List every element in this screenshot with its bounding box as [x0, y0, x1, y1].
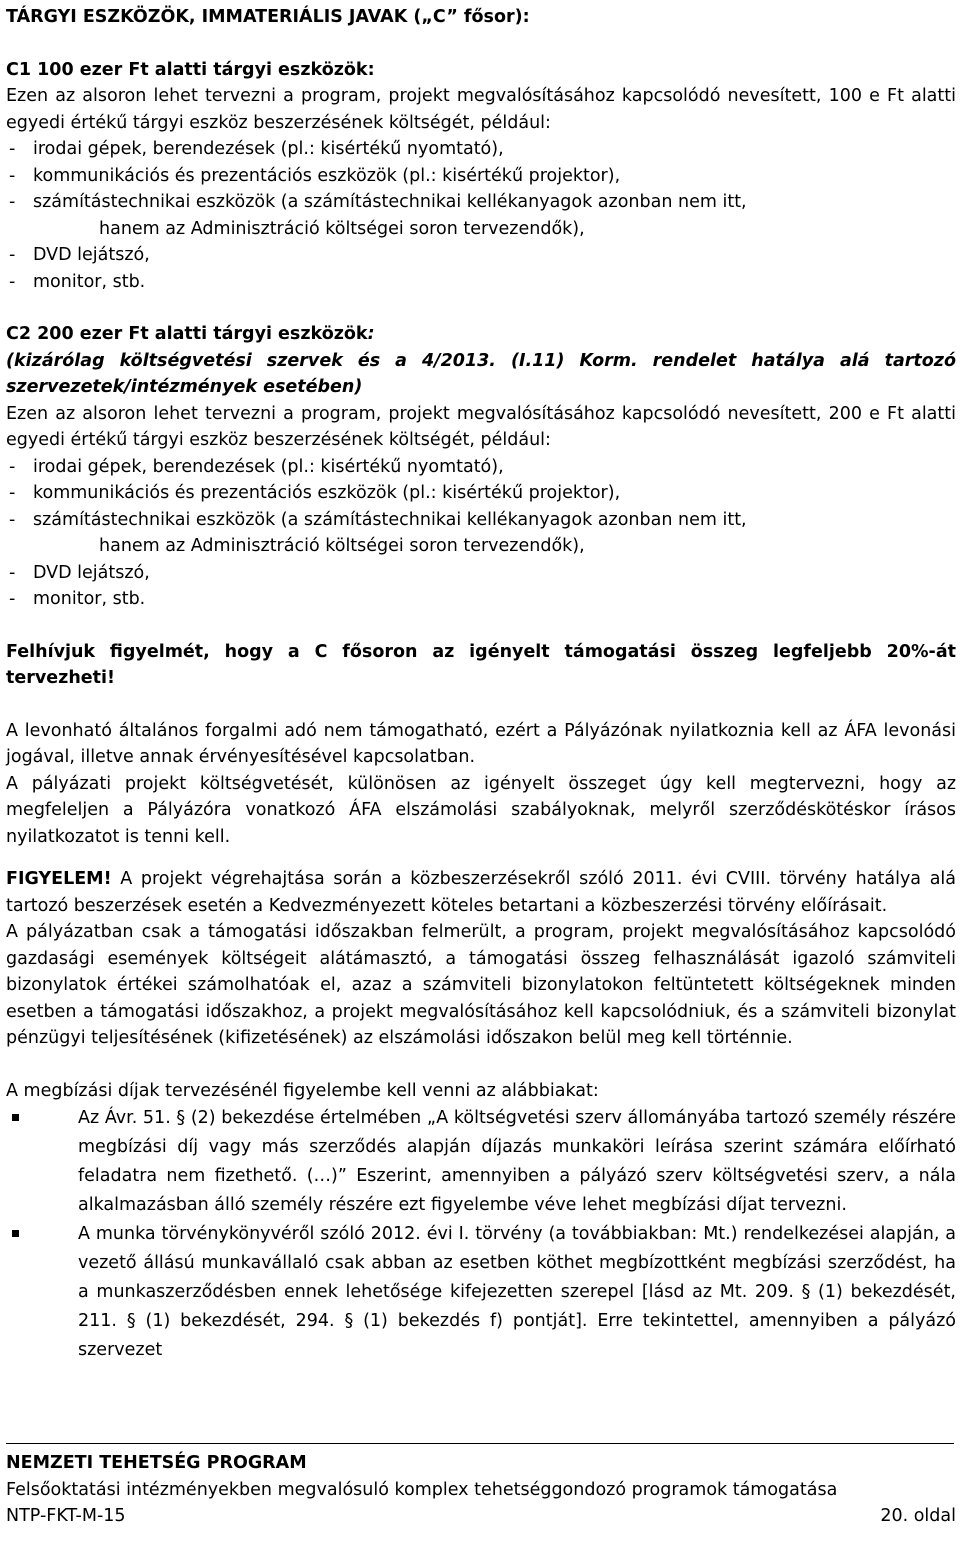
- footer-divider: [6, 1443, 954, 1444]
- dash-marker: -: [9, 456, 16, 477]
- procurement-warning: FIGYELEM! A projekt végrehajtása során a közbeszerzésekről szóló 2011. évi CVIII. törvény hatálya alá tartozó beszerzések esetén a Kedvezményezett köteles betartani a közbeszerzési törvény előírásait.: [6, 869, 956, 916]
- c2-list-item: - monitor, stb.: [6, 586, 956, 613]
- vat-paragraph: A levonható általános forgalmi adó nem támogatható, ezért a Pályázónak nyilatkoznia kell az ÁFA levonási jogával, illetve annak érvényesítésével kapcsolatban.: [6, 720, 956, 767]
- dash-marker: -: [9, 509, 16, 530]
- c1-list-item: - irodai gépek, berendezések (pl.: kisértékű nyomtató),: [6, 136, 956, 163]
- square-bullet-icon: [12, 1230, 19, 1237]
- section-heading: TÁRGYI ESZKÖZÖK, IMMATERIÁLIS JAVAK („C” fősor):: [6, 7, 530, 27]
- c2-intro: Ezen az alsoron lehet tervezni a program, projekt megvalósításához kapcsolódó nevesített, 200 e Ft alatti egyedi értékű tárgyi eszköz beszerzésének költségét, például:: [6, 403, 956, 450]
- dash-marker: -: [9, 192, 16, 212]
- document-page: [6, 4, 956, 1365]
- dash-marker: -: [9, 589, 16, 609]
- period-paragraph: A pályázatban csak a támogatási időszakban felmerült, a program, projekt megvalósításához kapcsolódó gazdasági események költségeit alátámasztó, a támogatási összeg felhasználását igazoló számviteli bizonylatok értékei számolhatóak el, azaz a számviteli bizonylatokon feltüntetett költségeknek minden esetben a támogatási időszakhoz, a projekt megvalósításához kell kapcsolódniuk, és a számviteli bizonylat pénzügyi teljesítésének (kifizetésének) az elszámolási időszakon belül meg kell történnie.: [6, 922, 956, 1048]
- page-footer: [6, 1450, 956, 1530]
- c1-list-item: - számítástechnikai eszközök (a számítástechnikai kellékanyagok azonban nem itt,: [6, 189, 956, 216]
- c1-intro: Ezen az alsoron lehet tervezni a program, projekt megvalósításához kapcsolódó nevesített, 100 e Ft alatti egyedi értékű tárgyi eszköz beszerzésének költségét, például:: [6, 86, 956, 133]
- dash-marker: -: [9, 562, 16, 583]
- dash-marker: -: [9, 245, 16, 265]
- fees-bullet: A munka törvénykönyvéről szóló 2012. évi I. törvény (a továbbiakban: Mt.) rendelkezései alapján, a vezető állású munkavállaló csak abban az esetben köthet megbízottként megbízási szerződést, ha a munkaszerződésben ennek lehetősége kifejezetten szerepel [lásd az Mt. 209. § (1) bekezdését, 211. § (1) bekezdését, 294. § (1) bekezdés f) pontját]. Erre tekintettel, amennyiben a pályázó szervezet: [6, 1220, 956, 1365]
- dash-marker: -: [9, 139, 16, 159]
- limit-notice: Felhívjuk figyelmét, hogy a C fősoron az igényelt támogatási összeg legfeljebb 20%-át tervezheti!: [6, 641, 956, 688]
- dash-marker: -: [9, 271, 16, 292]
- c1-title: C1 100 ezer Ft alatti tárgyi eszközök:: [6, 59, 375, 80]
- c2-list-item: - irodai gépek, berendezések (pl.: kisértékű nyomtató),: [6, 454, 956, 481]
- c2-subtitle: (kizárólag költségvetési szervek és a 4/2013. (I.11) Korm. rendelet hatálya alá tartozó szervezetek/intézmények esetében): [6, 350, 956, 397]
- c2-title: C2 200 ezer Ft alatti tárgyi eszközök:: [6, 324, 375, 344]
- fees-intro: A megbízási díjak tervezésénél figyelembe kell venni az alábbiakat:: [6, 1080, 599, 1101]
- c1-section: [6, 57, 956, 296]
- c1-list-item: - monitor, stb.: [6, 269, 956, 296]
- warning-label: FIGYELEM!: [6, 869, 112, 889]
- c1-list-continuation: hanem az Adminisztráció költségei soron tervezendők),: [99, 218, 585, 239]
- c2-list-continuation: hanem az Adminisztráció költségei soron tervezendők),: [99, 536, 585, 556]
- c2-list-item: - kommunikációs és prezentációs eszközök (pl.: kisértékű projektor),: [6, 480, 956, 507]
- footer-program: NEMZETI TEHETSÉG PROGRAM: [6, 1453, 307, 1473]
- c1-list-item: - kommunikációs és prezentációs eszközök (pl.: kisértékű projektor),: [6, 163, 956, 190]
- page-number: 20. oldal: [880, 1506, 956, 1526]
- dash-marker: -: [9, 165, 16, 186]
- footer-code: NTP-FKT-M-15: [6, 1506, 126, 1526]
- footer-bottom-row: [6, 1503, 956, 1530]
- c2-section: [6, 321, 956, 613]
- footer-subtitle: Felsőoktatási intézményekben megvalósuló komplex tehetséggondozó programok támogatása: [6, 1479, 838, 1500]
- fees-bullet: Az Ávr. 51. § (2) bekezdése értelmében „A költségvetési szerv állományába tartozó személy részére megbízási díj vagy más szerződés alapján díjazás munkaköri leírása szerint számára előírható feladatra nem fizethető. (…)” Eszerint, amennyiben a pályázó szerv költségvetési szerv, a nála alkalmazásban álló személy részére ezt figyelembe véve lehet megbízási díjat tervezni.: [6, 1104, 956, 1220]
- vat-paragraph: A pályázati projekt költségvetését, különösen az igényelt összeget úgy kell megtervezni, hogy az megfeleljen a Pályázóra vonatkozó ÁFA elszámolási szabályoknak, melyről szerződéskötéskor írásos nyilatkozatot is tenni kell.: [6, 773, 956, 847]
- c1-list-item: - DVD lejátszó,: [6, 242, 956, 269]
- c2-list-item: - DVD lejátszó,: [6, 560, 956, 587]
- square-bullet-icon: [12, 1114, 19, 1121]
- c2-list-item: - számítástechnikai eszközök (a számítástechnikai kellékanyagok azonban nem itt,: [6, 507, 956, 534]
- dash-marker: -: [9, 483, 16, 503]
